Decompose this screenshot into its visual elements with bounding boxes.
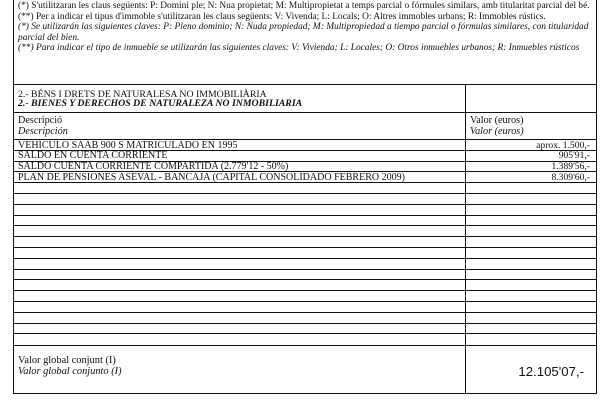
row-divider — [14, 312, 596, 313]
total-label-ca: Valor global conjunt (I) — [18, 355, 116, 366]
col-header-value-es: Valor (euros) — [470, 126, 524, 137]
note-claus-ca: (*) S'utilitzaran les claus següents: P: Domini ple; N: Nua propietat; M: Multipropietat a temps parcial o fórmules similars, amb titularitat parcial del bé. — [18, 1, 590, 11]
section-title-es: 2.- BIENES Y DERECHOS DE NATURALEZA NO INMOBILIARIA — [18, 98, 303, 109]
row-value: 905'91,- — [558, 150, 590, 162]
col-header-desc-es: Descripción — [18, 126, 68, 137]
row-value: 1.389'56,- — [551, 161, 590, 173]
row-divider — [14, 225, 596, 226]
total-divider — [14, 345, 596, 346]
row-divider — [14, 269, 596, 270]
total-value: 12.105'07,- — [518, 364, 584, 379]
row-value: aprox. 1.500,- — [536, 139, 590, 151]
row-divider — [14, 279, 596, 280]
row-divider — [14, 182, 596, 183]
row-value: 8.309'60,- — [551, 171, 590, 183]
total-label-es: Valor global conjunto (I) — [18, 366, 122, 377]
row-description: VEHÍCULO SAAB 900 S MATRICULADO EN 1995 — [18, 139, 238, 151]
row-description: SALDO EN CUENTA CORRIENTE — [18, 150, 168, 162]
row-description: SALDO CUENTA CORRIENTE COMPARTIDA (2.779'12 - 50%) — [18, 161, 289, 173]
row-divider — [14, 258, 596, 259]
section-title-ca: 2.- BÉNS I DRETS DE NATURALESA NO IMMOBILIÀRIA — [18, 89, 267, 100]
row-divider — [14, 215, 596, 216]
note-claves-es: (*) Se utilizarán las siguientes claves: P: Pleno dominio; N: Nuda propiedad; M: Multipropiedad a tiempo parcial o fórmulas similares, con titularidad parcial del bien. — [18, 22, 589, 43]
note-tipo-inmueble-es: (**) Para indicar el tipo de inmueble se utilizarán las siguientes claves: V: Vivienda; L: Locales; O: Otros inmuebles urbanos; R: Inmuebles rústicos — [18, 43, 580, 53]
header-divider — [14, 112, 596, 113]
notes-box — [13, 0, 597, 85]
column-divider — [465, 85, 466, 393]
row-divider — [14, 290, 596, 291]
row-divider — [14, 323, 596, 324]
row-divider — [14, 247, 596, 248]
row-divider — [14, 193, 596, 194]
row-divider — [14, 333, 596, 334]
assets-section — [13, 84, 597, 394]
row-divider — [14, 301, 596, 302]
row-description: PLAN DE PENSIONES ASEVAL - BANCAJA (CAPITAL CONSOLIDADO FEBRERO 2009) — [18, 171, 405, 183]
note-tipus-immoble-ca: (**) Per a indicar el tipus d'immoble s'utilitzaran les claus següents: V: Vivenda; L: Locals; O: Altres immobles urbans; R: Immobles rústics. — [18, 11, 546, 22]
row-divider — [14, 236, 596, 237]
row-divider — [14, 204, 596, 205]
col-header-desc-ca: Descripció — [18, 115, 63, 126]
col-header-value-ca: Valor (euros) — [470, 115, 524, 126]
